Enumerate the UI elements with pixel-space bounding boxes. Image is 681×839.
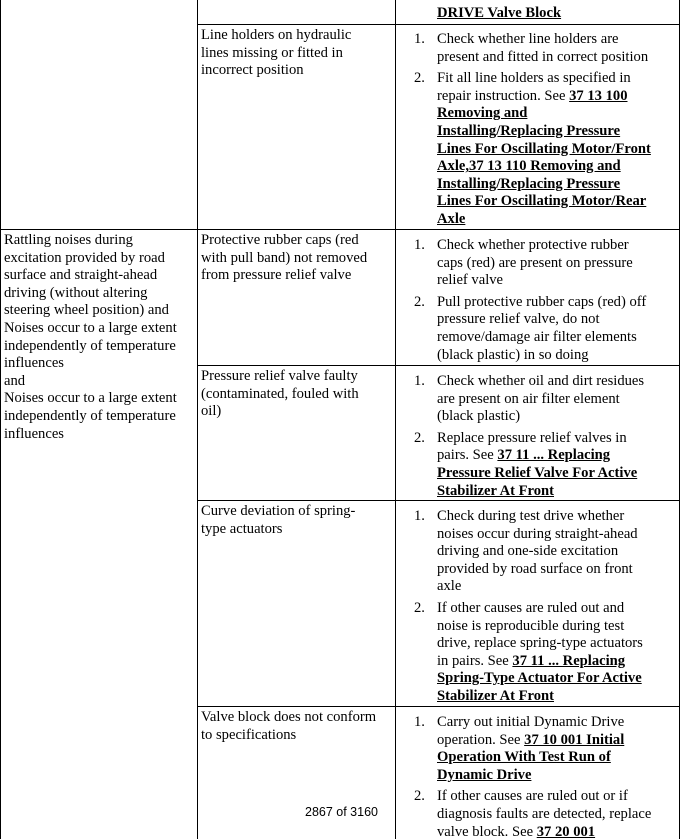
step-number: 2. (414, 599, 425, 616)
row-divider-0 (197, 24, 679, 25)
steps-list (400, 508, 678, 706)
list-item (400, 237, 678, 294)
step-number: 2. (414, 293, 425, 310)
cause-cell: Pressure relief valve faulty (contaminated, fouled with oil) (201, 368, 359, 420)
step-text: Pull protective rubber caps (red) off pressure relief valve, do not remove/damage air filter elements (black plastic) in so doing (437, 293, 647, 363)
step-number: 1. (414, 508, 425, 524)
steps-list (400, 714, 678, 839)
list-item (400, 70, 678, 228)
reference-link[interactable]: 37 20 001 (536, 823, 596, 839)
table-border-left (0, 0, 1, 839)
step-number: 2. (414, 429, 425, 446)
step-number: 1. (414, 373, 425, 389)
list-item (400, 600, 678, 706)
step-text: Check whether oil and dirt residues are present on air filter element (black plastic) (437, 373, 645, 425)
step-number: 2. (414, 70, 425, 87)
list-item (400, 788, 678, 839)
list-item (400, 430, 678, 500)
step-number: 1. (414, 31, 425, 47)
step-text: If other causes are ruled out and noise is reproducible during test drive, replace spring-type actuators in pairs. See (437, 599, 643, 669)
cause-cell: Valve block does not conform to specifications (201, 709, 377, 743)
list-item (400, 294, 678, 364)
cause-cell: Curve deviation of spring- type actuators (201, 503, 356, 537)
reference-link[interactable]: 37 11 ... Replacing Spring-Type Actuator For Active Stabilizer At Front (437, 652, 642, 704)
step-number: 1. (414, 237, 425, 253)
cause-cell: Protective rubber caps (red with pull band) not removed from pressure relief valve (201, 232, 368, 284)
table-column-divider-2 (395, 0, 396, 839)
step-text: Fit all line holders as specified in repair instruction. See (437, 70, 631, 104)
list-item (400, 31, 678, 70)
step-text: Replace pressure relief valves in pairs. See (437, 429, 627, 464)
reference-link[interactable]: 37 11 ... Replacing Pressure Relief Valve For Active Stabilizer At Front (437, 447, 638, 499)
table-border-right (679, 0, 680, 839)
step-text: Check whether protective rubber caps (red) are present on pressure relief valve (437, 237, 633, 289)
list-item (400, 373, 678, 430)
row-divider-1 (0, 229, 679, 230)
steps-list (400, 237, 678, 364)
step-text: Carry out initial Dynamic Drive operation. See (437, 714, 625, 748)
cause-cell: Line holders on hydraulic lines missing or fitted in incorrect position (201, 27, 352, 79)
step-text: Check whether line holders are present and fitted in correct position (437, 31, 649, 65)
table-column-divider-1 (197, 0, 198, 839)
continued-link-fragment[interactable]: DRIVE Valve Block (437, 5, 562, 21)
row-divider-2 (197, 365, 679, 366)
steps-list (400, 373, 678, 500)
step-text: If other causes are ruled out or if diagnosis faults are detected, replace valve block. See (437, 788, 652, 839)
list-item (400, 508, 678, 600)
page-number: 2867 of 3160 (305, 805, 378, 819)
steps-list (400, 31, 678, 229)
row-divider-4 (197, 706, 679, 707)
step-number: 2. (414, 788, 425, 805)
symptom-cell: Rattling noises during excitation provided by road surface and straight-ahead driving (without altering steering wheel position) and Noises occur to a large extent independently of temperature influences and Noises occur to a large extent independently of temperature influences (4, 232, 177, 442)
step-text: Check during test drive whether noises occur during straight-ahead driving and one-side excitation provided by road surface on front axle (437, 508, 638, 595)
step-number: 1. (414, 714, 425, 730)
reference-link[interactable]: 37 10 001 Initial Operation With Test Run of Dynamic Drive (437, 731, 625, 783)
reference-link[interactable]: 37 13 100 Removing and Installing/Replacing Pressure Lines For Oscillating Motor/Front Axle,37 13 110 Removing and Installing/Replacing Pressure Lines For Oscillating Motor/Rear Axle (437, 87, 651, 227)
list-item (400, 714, 678, 788)
